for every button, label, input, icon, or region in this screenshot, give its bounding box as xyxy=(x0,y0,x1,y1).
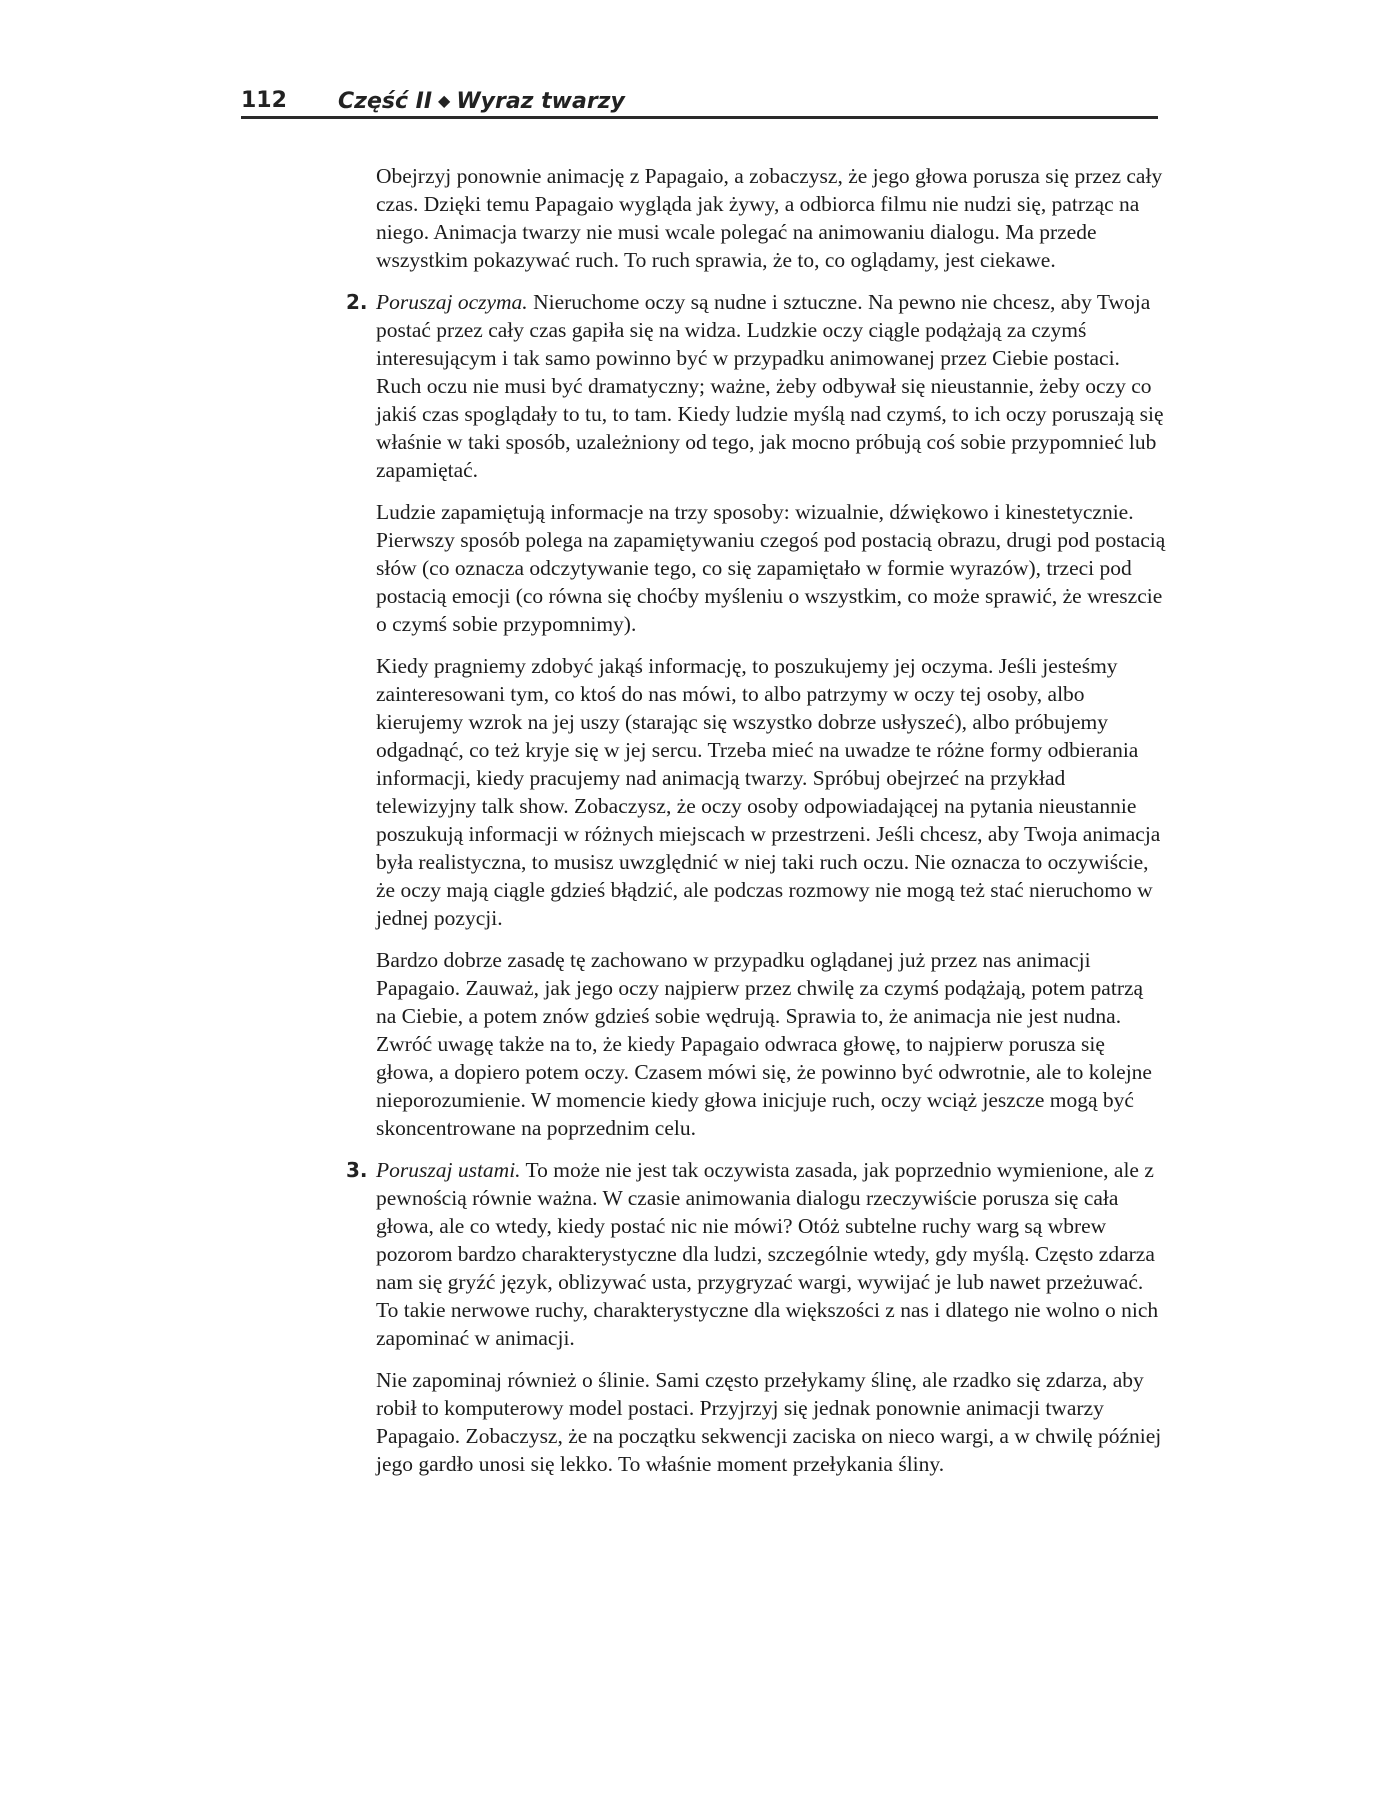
running-header xyxy=(241,86,1158,119)
list-item-term: Poruszaj ustami. xyxy=(376,1158,521,1182)
list-number: 2. xyxy=(346,290,368,314)
intro-paragraph: Obejrzyj ponownie animację z Papagaio, a zobaczysz, że jego głowa porusza się przez cały czas. Dzięki temu Papagaio wygląda jak żywy, a odbiorca filmu nie nudzi się, patrząc na niego. Animacja twarzy nie musi wcale polegać na animowaniu dialogu. Ma przede wszystkim pokazywać ruch. To ruch sprawia, że to, co oglądamy, jest ciekawe. xyxy=(376,164,1163,272)
part-name: Część II xyxy=(338,89,433,114)
paragraph: Nie zapominaj również o ślinie. Sami często przełykamy ślinę, ale rzadko się zdarza, aby robił to komputerowy model postaci. Przyjrzyj się jednak ponownie animacji twarzy Papagaio. Zobaczysz, że na początku sekwencji zaciska on nieco wargi, a w chwilę później jego gardło unosi się lekko. To właśnie moment przełykania śliny. xyxy=(376,1368,1162,1476)
list-item-text: To może nie jest tak oczywista zasada, jak poprzednio wymienione, ale z pewnością równie ważna. W czasie animowania dialogu rzeczywiście porusza się cała głowa, ale co wtedy, kiedy postać nic nie mówi? Otóż subtelne ruchy warg są wbrew pozorom bardzo charakterystyczne dla ludzi, szczególnie wtedy, gdy myślą. Często zdarza nam się gryźć język, oblizywać usta, przygryzać wargi, wywijać je lub nawet przeżuwać. To takie nerwowe ruchy, charakterystyczne dla większości z nas i dlatego nie wolno o nich zapominać w animacji. xyxy=(376,1158,1159,1350)
diamond-bullet-icon: ◆ xyxy=(438,91,451,110)
main-text xyxy=(346,162,1166,1492)
list-item-mouth xyxy=(346,1156,1166,1352)
list-item-eyes xyxy=(346,288,1166,484)
list-item-text: Nieruchome oczy są nudne i sztuczne. Na pewno nie chcesz, aby Twoja postać przez cały czas gapiła się na widza. Ludzkie oczy ciągle podążają za czymś interesującym i tak samo powinno być w przypadku animowanej przez Ciebie postaci. Ruch oczu nie musi być dramatyczny; ważne, żeby odbywał się nieustannie, żeby oczy co jakiś czas spoglądały to tu, to tam. Kiedy ludzie myślą nad czymś, to ich oczy poruszają się właśnie w taki sposób, uzależniony od tego, jak mocno próbują coś sobie przypomnieć lub zapamiętać. xyxy=(376,290,1164,482)
paragraph: Ludzie zapamiętują informacje na trzy sposoby: wizualnie, dźwiękowo i kinestetycznie. Pierwszy sposób polega na zapamiętywaniu czegoś pod postacią obrazu, drugi pod postacią słów (co oznacza odczytywanie tego, co się zapamiętało w formie wyrazów), trzeci pod postacią emocji (co równa się choćby myśleniu o wszystkim, co może sprawić, że wreszcie o czymś sobie przypomnimy). xyxy=(376,500,1166,636)
page-number: 112 xyxy=(241,88,287,113)
chapter-title: Wyraz twarzy xyxy=(456,89,625,114)
paragraph: Bardzo dobrze zasadę tę zachowano w przypadku oglądanej już przez nas animacji Papagaio. Zauważ, jak jego oczy najpierw przez chwilę za czymś podążają, potem patrzą na Ciebie, a potem znów gdzieś sobie wędrują. Sprawia to, że animacja nie jest nudna. Zwróć uwagę także na to, że kiedy Papagaio odwraca głowę, to najpierw porusza się głowa, a dopiero potem oczy. Czasem mówi się, że powinno być odwrotnie, ale to kolejne nieporozumienie. W momencie kiedy głowa inicjuje ruch, oczy wciąż jeszcze mogą być skoncentrowane na poprzednim celu. xyxy=(376,948,1152,1140)
part-chapter-label xyxy=(338,86,625,117)
list-item-term: Poruszaj oczyma. xyxy=(376,290,528,314)
list-number: 3. xyxy=(346,1158,368,1182)
paragraph: Kiedy pragniemy zdobyć jakąś informację, to poszukujemy jej oczyma. Jeśli jesteśmy zainteresowani tym, co ktoś do nas mówi, to albo patrzymy w oczy tej osoby, albo kierujemy wzrok na jej uszy (starając się wszystko dobrze usłyszeć), albo próbujemy odgadnąć, co też kryje się w jej sercu. Trzeba mieć na uwadze te różne formy odbierania informacji, kiedy pracujemy nad animacją twarzy. Spróbuj obejrzeć na przykład telewizyjny talk show. Zobaczysz, że oczy osoby odpowiadającej na pytania nieustannie poszukują informacji w różnych miejscach w przestrzeni. Jeśli chcesz, aby Twoja animacja była realistyczna, to musisz uwzględnić w niej taki ruch oczu. Nie oznacza to oczywiście, że oczy mają ciągle gdzieś błądzić, ale podczas rozmowy nie mogą też stać nieruchomo w jednej pozycji. xyxy=(376,654,1161,930)
